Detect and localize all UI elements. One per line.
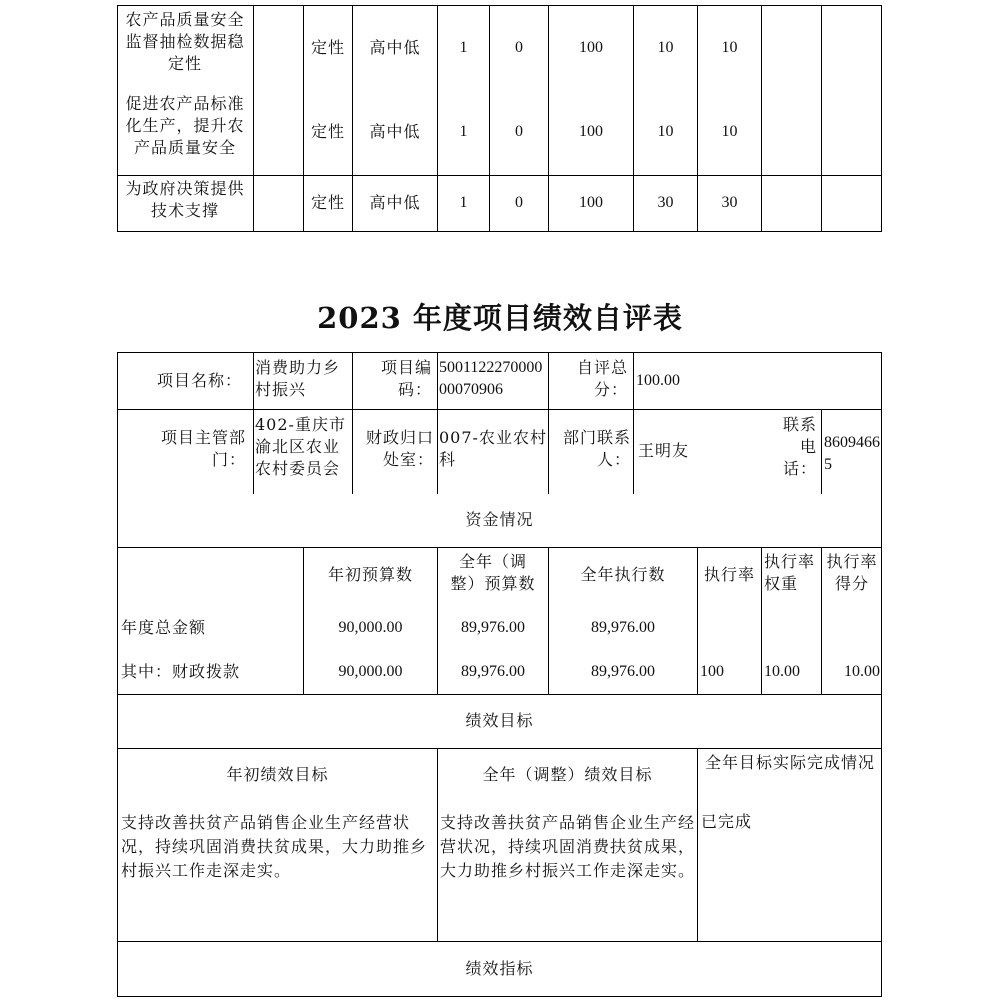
funds-executed: 89,976.00 xyxy=(591,663,655,680)
funds-initial: 90,000.00 xyxy=(338,663,403,680)
dept-value: 402-重庆市渝北区农业农村委员会 xyxy=(255,415,346,478)
funds-row-label: 其中：财政拨款 xyxy=(121,662,241,681)
indicators-section-header: 绩效指标 xyxy=(465,959,534,978)
score-value: 100.00 xyxy=(636,372,680,389)
goal-header-actual: 全年目标实际完成情况 xyxy=(704,753,875,772)
indicator-level: 高中低 xyxy=(369,38,421,57)
indicator-value: 100 xyxy=(579,123,603,140)
funds-header: 执行率得分 xyxy=(826,552,878,593)
indicator-value: 100 xyxy=(579,39,603,56)
phone-value: 86094665 xyxy=(824,434,880,473)
office-value: 007-农业农村科 xyxy=(439,428,547,469)
goal-actual-text: 已完成 xyxy=(701,812,753,831)
funds-adjusted: 89,976.00 xyxy=(461,619,525,636)
project-code-label: 项目编码： xyxy=(380,358,432,399)
goal-header-initial: 年初绩效目标 xyxy=(226,765,329,784)
indicator-value: 0 xyxy=(515,39,523,56)
contact-value: 王明友 xyxy=(638,441,690,460)
indicator-value: 1 xyxy=(459,194,468,211)
indicator-value: 0 xyxy=(515,194,523,211)
indicator-value: 1 xyxy=(459,123,468,140)
score-label: 自评总分： xyxy=(576,358,628,399)
indicator-name: 为政府决策提供技术支撑 xyxy=(125,179,245,220)
indicator-name: 农产品质量安全监督抽检数据稳定性 xyxy=(125,10,245,73)
indicator-type: 定性 xyxy=(310,38,345,57)
phone-label: 联系电话： xyxy=(782,415,817,478)
indicator-value: 30 xyxy=(721,194,738,211)
indicator-value: 0 xyxy=(515,123,523,140)
indicator-value: 10 xyxy=(721,123,738,140)
office-label: 财政归口处室： xyxy=(365,428,434,469)
indicator-type: 定性 xyxy=(310,193,345,212)
indicator-value: 1 xyxy=(459,39,468,56)
funds-rate: 100 xyxy=(700,663,724,680)
project-name-label: 项目名称： xyxy=(156,371,242,390)
funds-header: 年初预算数 xyxy=(327,565,413,584)
funds-header: 执行率 xyxy=(703,565,755,584)
indicator-type: 定性 xyxy=(310,122,345,141)
project-code-value: 500112227000000070906 xyxy=(439,359,543,398)
indicator-value: 10 xyxy=(657,39,674,56)
funds-header: 全年（调整）预算数 xyxy=(450,552,536,593)
contact-label: 部门联系人： xyxy=(562,428,631,469)
indicator-value: 10 xyxy=(721,39,738,56)
indicator-level: 高中低 xyxy=(369,193,421,212)
indicator-value: 10 xyxy=(657,123,674,140)
funds-executed: 89,976.00 xyxy=(591,619,655,636)
funds-weight: 10.00 xyxy=(764,663,800,680)
indicator-value: 100 xyxy=(579,194,603,211)
dept-label: 项目主管部门： xyxy=(160,428,246,469)
goals-section-header: 绩效目标 xyxy=(465,711,534,730)
funds-initial: 90,000.00 xyxy=(338,619,403,636)
indicator-level: 高中低 xyxy=(369,122,421,141)
funds-adjusted: 89,976.00 xyxy=(461,663,525,680)
indicator-name: 促进农产品标准化生产，提升农产品质量安全 xyxy=(125,94,245,157)
funds-header: 全年执行数 xyxy=(580,565,666,584)
goal-adjusted-text: 支持改善扶贫产品销售企业生产经营状况，持续巩固消费扶贫成果，大力助推乡村振兴工作走深走实。 xyxy=(440,813,696,880)
goal-header-adjusted: 全年（调整）绩效目标 xyxy=(482,765,653,784)
page-title: 2023 年度项目绩效自评表 xyxy=(317,301,683,335)
funds-header: 执行率权重 xyxy=(764,552,816,593)
project-name-value: 消费助力乡村振兴 xyxy=(255,358,341,399)
funds-score: 10.00 xyxy=(844,663,880,680)
goal-initial-text: 支持改善扶贫产品销售企业生产经营状况，持续巩固消费扶贫成果，大力助推乡村振兴工作走深走实。 xyxy=(121,813,428,880)
funds-row-label: 年度总金额 xyxy=(121,618,207,637)
indicator-value: 30 xyxy=(657,194,674,211)
funds-section-header: 资金情况 xyxy=(465,510,534,529)
